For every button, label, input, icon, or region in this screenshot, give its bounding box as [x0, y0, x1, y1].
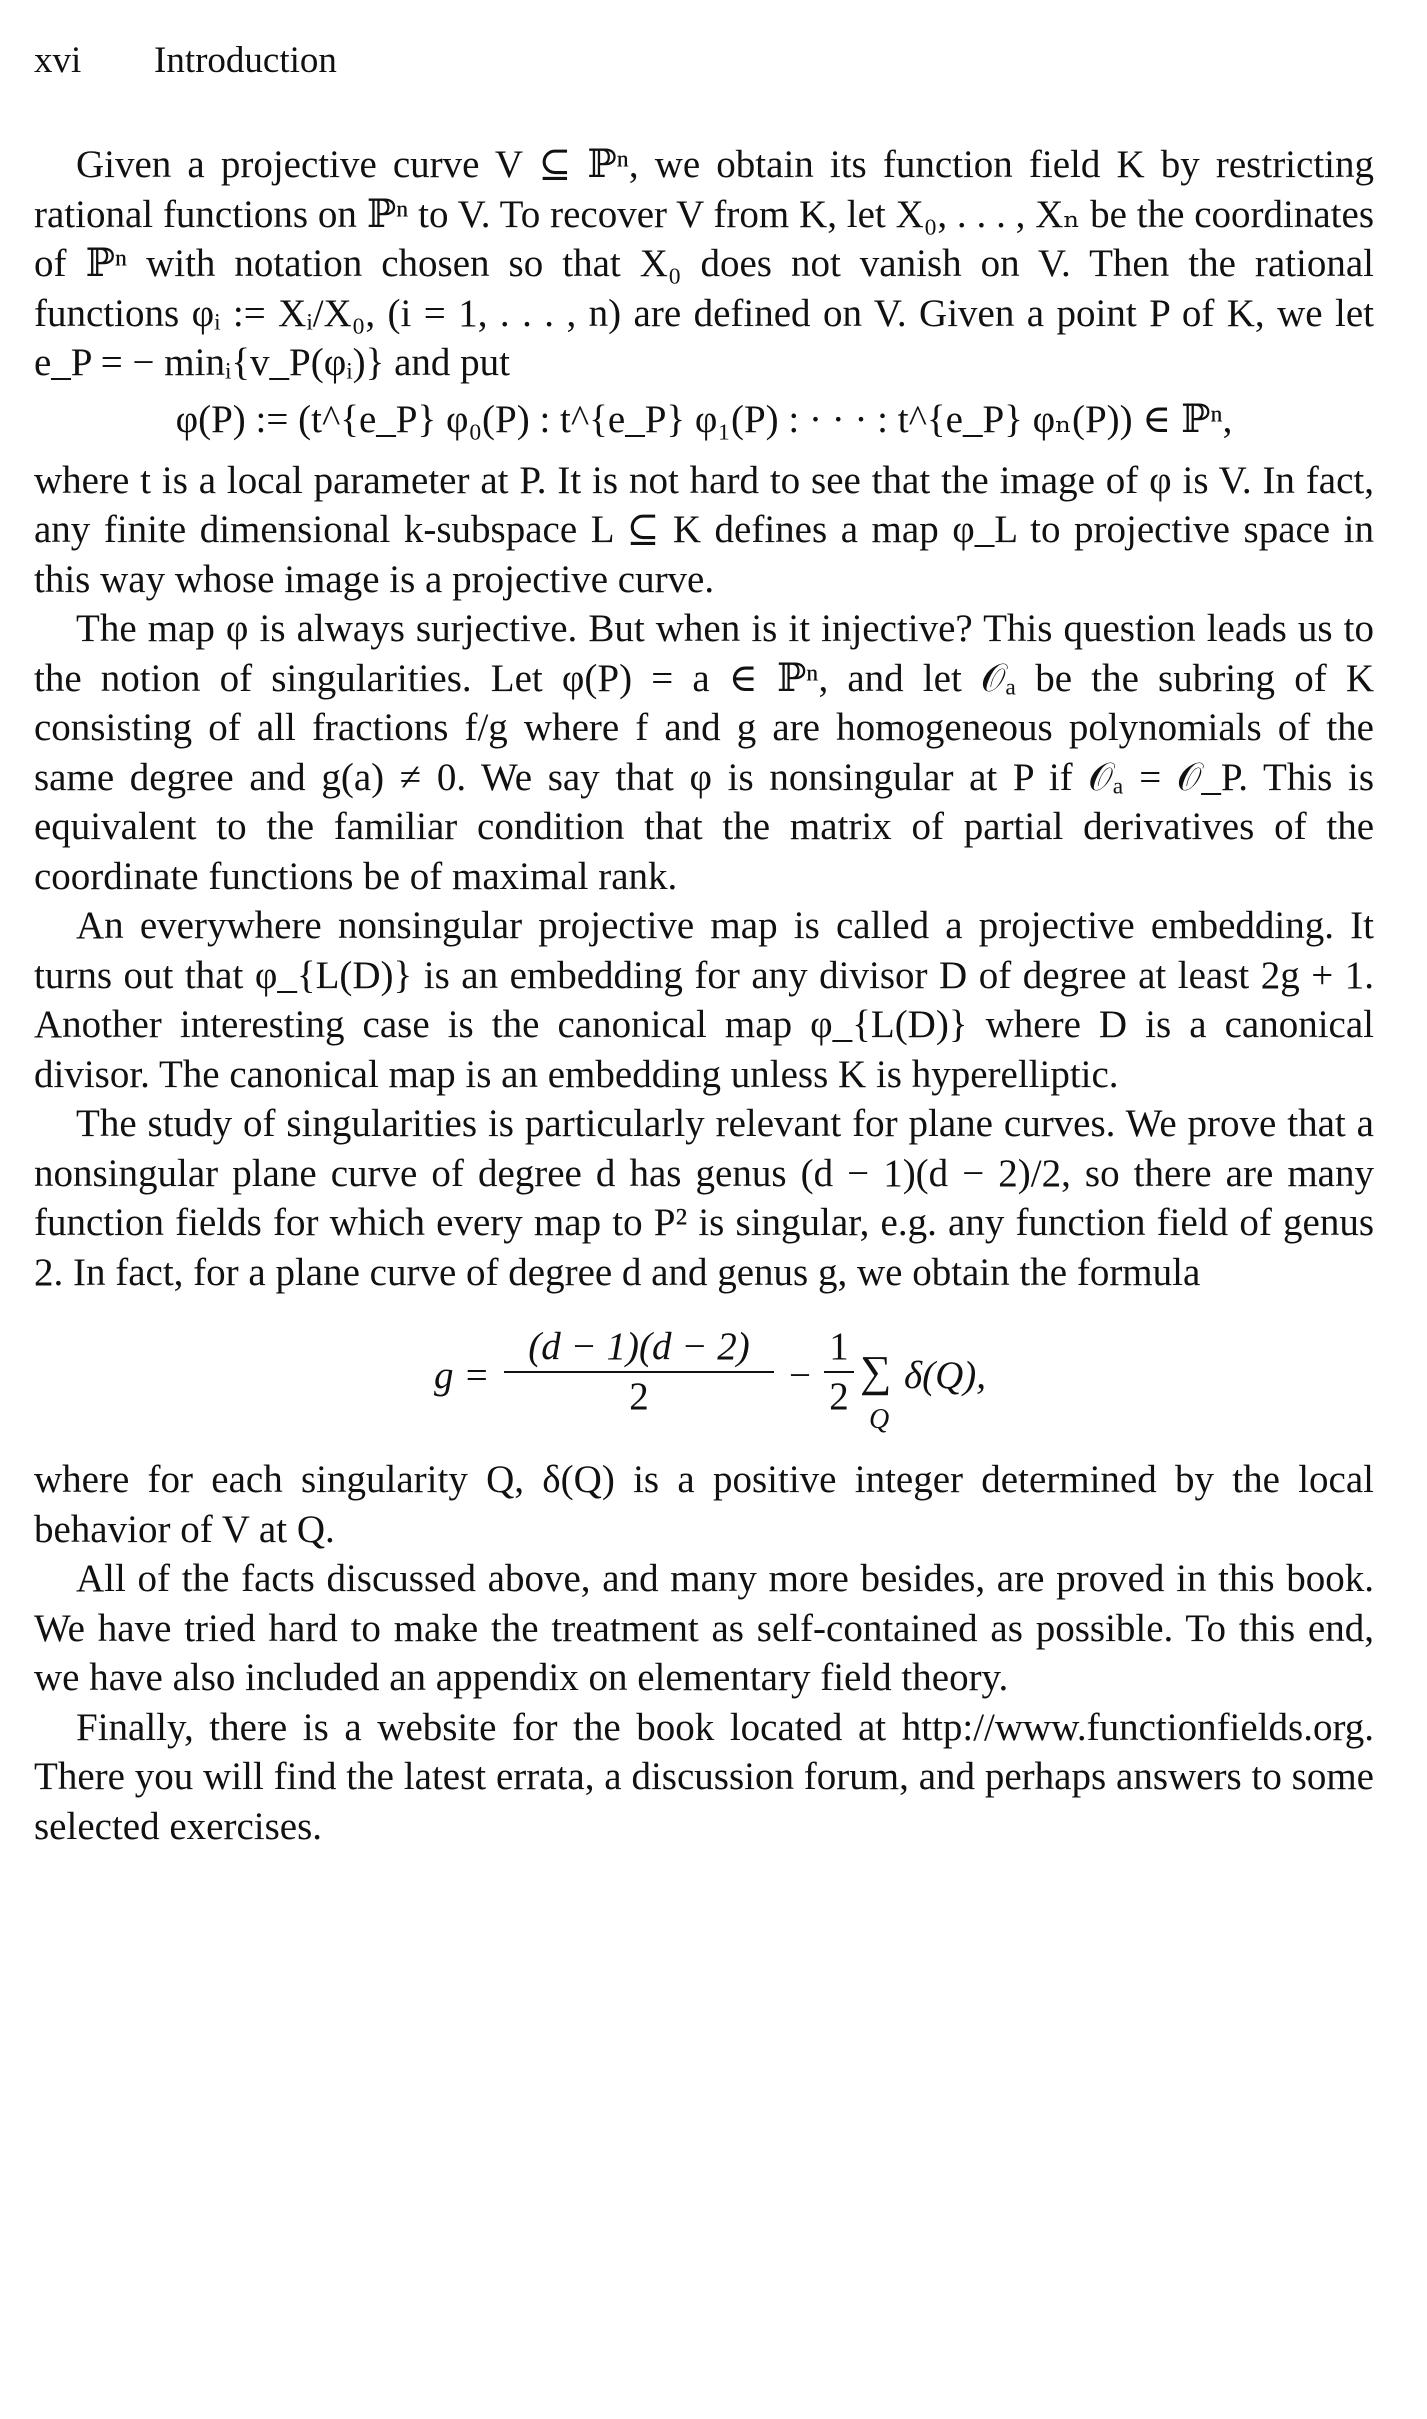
paragraph-3: The map φ is always surjective. But when is it injective? This question leads us to the notion of singularities. Let φ(P) = a ∈ ℙⁿ, and let 𝒪ₐ be the subring of K consisting of all fractions f/g where f and g are homogeneous polynomials of the same degree and g(a) ≠ 0. We say that φ is nonsingular at P if 𝒪ₐ = 𝒪_P. This is equivalent to the familiar condition that the matrix of partial derivatives of the coordinate functions be of maximal rank.	[34, 607, 1374, 898]
eq-sum-sign: ∑	[860, 1347, 892, 1396]
page-number: xvi	[34, 40, 82, 81]
eq-sum-index: Q	[869, 1404, 890, 1435]
equation-phi-map: φ(P) := (t^{e_P} φ₀(P) : t^{e_P} φ₁(P) : · · · : t^{e_P} φₙ(P)) ∈ ℙⁿ,	[175, 397, 1233, 441]
running-header	[34, 38, 337, 84]
paragraph-4: An everywhere nonsingular projective map is called a projective embedding. It turns out that φ_{L(D)} is an embedding for any divisor D of degree at least 2g + 1. Another interesting case is the canonical map φ_{L(D)} where D is a canonical divisor. The canonical map is an embedding unless K is hyperelliptic.	[34, 904, 1374, 1096]
paragraph-7: All of the facts discussed above, and many more besides, are proved in this book. We have tried hard to make the treatment as self-contained as possible. To this end, we have also included an appendix on elementary field theory.	[34, 1557, 1374, 1699]
eq-numerator-1: (d − 1)(d − 2)	[528, 1325, 750, 1368]
paragraph-2: where t is a local parameter at P. It is not hard to see that the image of φ is V. In fact, any finite dimensional k-subspace L ⊆ K defines a map φ_L to projective space in this way whose image is a projective curve.	[34, 458, 1374, 601]
eq-fraction-2	[824, 1323, 854, 1421]
running-title: Introduction	[154, 40, 337, 81]
equation-genus-formula	[34, 1317, 1374, 1437]
eq-fraction-1	[504, 1323, 774, 1421]
eq-denominator-2: 2	[829, 1375, 849, 1418]
eq-lhs: g =	[434, 1354, 490, 1397]
eq-denominator-1: 2	[629, 1375, 649, 1418]
page-body	[34, 140, 1374, 1851]
paragraph-5: The study of singularities is particularly relevant for plane curves. We prove that a nonsingular plane curve of degree d has genus (d − 1)(d − 2)/2, so there are many function fields for which every map to P² is singular, e.g. any function field of genus 2. In fact, for a plane curve of degree d and genus g, we obtain the formula	[34, 1102, 1374, 1294]
paragraph-6: where for each singularity Q, δ(Q) is a positive integer determined by the local behavior of V at Q.	[34, 1458, 1374, 1551]
paragraph-1: Given a projective curve V ⊆ ℙⁿ, we obtain its function field K by restricting rational functions on ℙⁿ to V. To recover V from K, let X₀, . . . , Xₙ be the coordinates of ℙⁿ with notation chosen so that X₀ does not vanish on V. Then the rational functions φᵢ := Xᵢ/X₀, (i = 1, . . . , n) are defined on V. Given a point P of K, we let e_P = − minᵢ{v_P(φᵢ)} and put	[34, 143, 1374, 384]
eq-minus: −	[789, 1354, 811, 1397]
eq-numerator-2: 1	[829, 1325, 849, 1368]
eq-sum-term: δ(Q),	[904, 1354, 987, 1397]
paragraph-8: Finally, there is a website for the book located at http://www.functionfields.org. There you will find the latest errata, a discussion forum, and perhaps answers to some selected exercises.	[34, 1705, 1374, 1848]
